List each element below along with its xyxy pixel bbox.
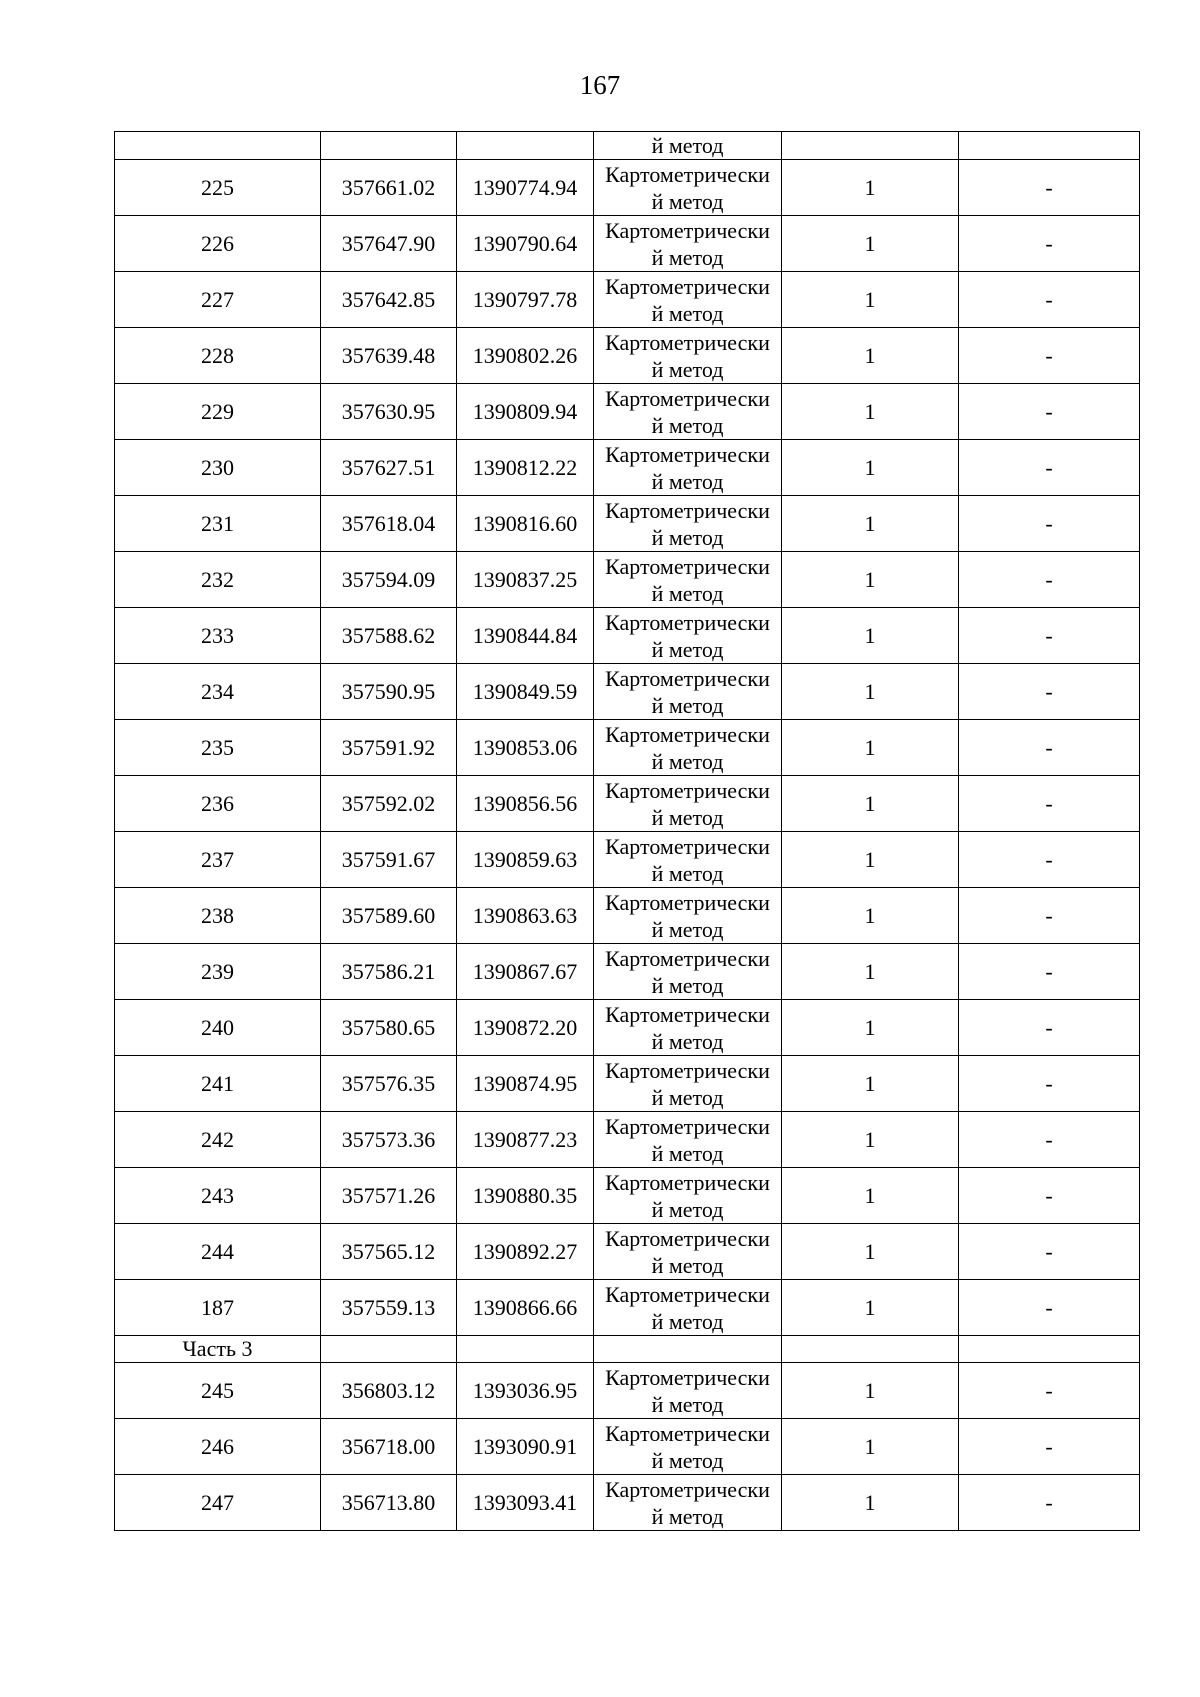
method-line-1: Картометрически <box>605 833 770 859</box>
cell-note: - <box>959 496 1140 552</box>
method-line-1: Картометрически <box>605 777 770 803</box>
method-line-1: Картометрически <box>605 1057 770 1083</box>
cell-x: 357576.35 <box>321 1056 457 1112</box>
method-line-2: й метод <box>651 916 724 942</box>
method-line-1: Картометрически <box>605 1420 770 1446</box>
cell-y: 1393093.41 <box>457 1475 594 1531</box>
cell-y: 1390774.94 <box>457 160 594 216</box>
cell-y: 1390844.84 <box>457 608 594 664</box>
method-line-2: й метод <box>651 580 724 606</box>
cell-y: 1390863.63 <box>457 888 594 944</box>
cell-y: 1390853.06 <box>457 720 594 776</box>
table-row <box>115 1168 1140 1224</box>
page-number: 167 <box>579 70 621 100</box>
cell-accuracy: 1 <box>782 552 959 608</box>
cell-x: 357571.26 <box>321 1168 457 1224</box>
cell-accuracy: 1 <box>782 1475 959 1531</box>
cell-method <box>594 552 782 608</box>
cell-note: - <box>959 552 1140 608</box>
cell-accuracy: 1 <box>782 888 959 944</box>
cell-y: 1390877.23 <box>457 1112 594 1168</box>
cell-note: - <box>959 720 1140 776</box>
cell-method <box>594 888 782 944</box>
cell-point: 244 <box>115 1224 321 1280</box>
method-line-2: й метод <box>651 636 724 662</box>
cell-point: 242 <box>115 1112 321 1168</box>
method-line-1: Картометрически <box>605 553 770 579</box>
method-line-1: Картометрически <box>605 441 770 467</box>
cell-method <box>594 608 782 664</box>
cell-note: - <box>959 328 1140 384</box>
cell-y: 1390809.94 <box>457 384 594 440</box>
table-row <box>115 664 1140 720</box>
cell-accuracy: 1 <box>782 1363 959 1419</box>
method-line-2: й метод <box>651 1447 724 1473</box>
cell-point: 232 <box>115 552 321 608</box>
cell-point: 241 <box>115 1056 321 1112</box>
method-line-1: Картометрически <box>605 889 770 915</box>
table-row <box>115 608 1140 664</box>
cell-accuracy: 1 <box>782 608 959 664</box>
cell-note: - <box>959 1224 1140 1280</box>
cell-accuracy: 1 <box>782 776 959 832</box>
cell-method <box>594 440 782 496</box>
cell-y: 1390790.64 <box>457 216 594 272</box>
table-row <box>115 496 1140 552</box>
cell-y: 1393090.91 <box>457 1419 594 1475</box>
table-row <box>115 1363 1140 1419</box>
cell-method <box>594 944 782 1000</box>
cell-point: 239 <box>115 944 321 1000</box>
method-line-2: й метод <box>651 188 724 214</box>
cell-note: - <box>959 1168 1140 1224</box>
cell-y: 1390797.78 <box>457 272 594 328</box>
cell-method <box>594 1056 782 1112</box>
table-row <box>115 776 1140 832</box>
cell-accuracy <box>782 132 959 160</box>
cell-accuracy: 1 <box>782 1419 959 1475</box>
method-line-2: й метод <box>651 1391 724 1417</box>
cell-point: 238 <box>115 888 321 944</box>
coordinates-table <box>114 131 1140 1531</box>
cell-x: 357642.85 <box>321 272 457 328</box>
method-line-2: й метод <box>651 468 724 494</box>
cell-note: - <box>959 1419 1140 1475</box>
cell-x <box>321 1336 457 1363</box>
method-line-1: Картометрически <box>605 1476 770 1502</box>
cell-x <box>321 132 457 160</box>
cell-method <box>594 1168 782 1224</box>
cell-y: 1390859.63 <box>457 832 594 888</box>
cell-accuracy: 1 <box>782 216 959 272</box>
method-line-2: й метод <box>651 1196 724 1222</box>
table-row <box>115 1475 1140 1531</box>
method-line-2: й метод <box>651 1308 724 1334</box>
method-line-2: й метод <box>651 1140 724 1166</box>
cell-accuracy: 1 <box>782 1056 959 1112</box>
cell-accuracy: 1 <box>782 440 959 496</box>
table-row <box>115 1056 1140 1112</box>
cell-point: 230 <box>115 440 321 496</box>
method-line-2: й метод <box>651 1028 724 1054</box>
cell-x: 357661.02 <box>321 160 457 216</box>
cell-point: 245 <box>115 1363 321 1419</box>
cell-accuracy: 1 <box>782 1224 959 1280</box>
method-line-2: й метод <box>651 748 724 774</box>
cell-accuracy <box>782 1336 959 1363</box>
cell-y: 1390802.26 <box>457 328 594 384</box>
cell-point: 237 <box>115 832 321 888</box>
cell-note: - <box>959 776 1140 832</box>
cell-point: 233 <box>115 608 321 664</box>
cell-point: 187 <box>115 1280 321 1336</box>
method-line-1: Картометрически <box>605 665 770 691</box>
cell-x: 357630.95 <box>321 384 457 440</box>
cell-accuracy: 1 <box>782 832 959 888</box>
cell-note: - <box>959 160 1140 216</box>
cell-y: 1390892.27 <box>457 1224 594 1280</box>
method-line-2: й метод <box>651 244 724 270</box>
table-row <box>115 888 1140 944</box>
method-line-1: Картометрически <box>605 385 770 411</box>
cell-note: - <box>959 1000 1140 1056</box>
cell-note: - <box>959 664 1140 720</box>
cell-y: 1390872.20 <box>457 1000 594 1056</box>
method-line-1: Картометрически <box>605 1001 770 1027</box>
cell-x: 357588.62 <box>321 608 457 664</box>
cell-accuracy: 1 <box>782 160 959 216</box>
cell-method <box>594 1224 782 1280</box>
table-row <box>115 1419 1140 1475</box>
cell-y: 1390880.35 <box>457 1168 594 1224</box>
method-line-1: Картометрически <box>605 1281 770 1307</box>
cell-point: 240 <box>115 1000 321 1056</box>
method-line-2: й метод <box>651 972 724 998</box>
cell-point: 229 <box>115 384 321 440</box>
cell-method <box>594 496 782 552</box>
cell-point: 246 <box>115 1419 321 1475</box>
table-row <box>115 272 1140 328</box>
cell-x: 357565.12 <box>321 1224 457 1280</box>
cell-x: 357594.09 <box>321 552 457 608</box>
cell-x: 357618.04 <box>321 496 457 552</box>
cell-y: 1390856.56 <box>457 776 594 832</box>
cell-x: 357590.95 <box>321 664 457 720</box>
cell-method <box>594 160 782 216</box>
cell-accuracy: 1 <box>782 1280 959 1336</box>
table-row <box>115 216 1140 272</box>
cell-point: 236 <box>115 776 321 832</box>
method-line-2: й метод <box>651 860 724 886</box>
cell-method <box>594 1475 782 1531</box>
cell-accuracy: 1 <box>782 1000 959 1056</box>
cell-note: - <box>959 1363 1140 1419</box>
cell-note: - <box>959 216 1140 272</box>
cell-note: - <box>959 384 1140 440</box>
cell-method <box>594 1336 782 1363</box>
cell-point: 234 <box>115 664 321 720</box>
cell-method <box>594 1419 782 1475</box>
cell-y <box>457 132 594 160</box>
cell-accuracy: 1 <box>782 944 959 1000</box>
method-line-1: Картометрически <box>605 721 770 747</box>
cell-method <box>594 776 782 832</box>
section-label: Часть 3 <box>115 1336 321 1363</box>
method-line-1: Картометрически <box>605 273 770 299</box>
method-line-1: Картометрически <box>605 497 770 523</box>
cell-point <box>115 132 321 160</box>
cell-x: 356803.12 <box>321 1363 457 1419</box>
cell-note <box>959 132 1140 160</box>
cell-method <box>594 1363 782 1419</box>
cell-note: - <box>959 832 1140 888</box>
cell-x: 357639.48 <box>321 328 457 384</box>
cell-x: 356718.00 <box>321 1419 457 1475</box>
cell-y: 1390812.22 <box>457 440 594 496</box>
cell-x: 357591.67 <box>321 832 457 888</box>
cell-method <box>594 1000 782 1056</box>
method-line-2: й метод <box>651 1084 724 1110</box>
cell-note: - <box>959 1112 1140 1168</box>
method-line-2: й метод <box>651 524 724 550</box>
cell-method <box>594 720 782 776</box>
table-row <box>115 384 1140 440</box>
cell-x: 357627.51 <box>321 440 457 496</box>
cell-x: 357573.36 <box>321 1112 457 1168</box>
cell-point: 247 <box>115 1475 321 1531</box>
cell-method <box>594 384 782 440</box>
table-row <box>115 944 1140 1000</box>
cell-note: - <box>959 440 1140 496</box>
table-row <box>115 440 1140 496</box>
cell-y: 1390849.59 <box>457 664 594 720</box>
cell-note: - <box>959 944 1140 1000</box>
cell-point: 225 <box>115 160 321 216</box>
cell-y: 1390816.60 <box>457 496 594 552</box>
cell-method <box>594 832 782 888</box>
cell-method <box>594 664 782 720</box>
method-line-2: й метод <box>651 412 724 438</box>
section-row <box>115 1336 1140 1363</box>
cell-method <box>594 272 782 328</box>
method-line-2: й метод <box>651 356 724 382</box>
table-row <box>115 1000 1140 1056</box>
cell-y: 1390837.25 <box>457 552 594 608</box>
cell-y <box>457 1336 594 1363</box>
method-line-1: Картометрически <box>605 217 770 243</box>
table-row <box>115 1280 1140 1336</box>
cell-x: 357592.02 <box>321 776 457 832</box>
cell-note: - <box>959 608 1140 664</box>
method-line-1: Картометрически <box>605 1169 770 1195</box>
cell-x: 356713.80 <box>321 1475 457 1531</box>
method-line-2: й метод <box>651 1503 724 1529</box>
cell-method <box>594 328 782 384</box>
cell-point: 226 <box>115 216 321 272</box>
cell-accuracy: 1 <box>782 720 959 776</box>
table-row <box>115 832 1140 888</box>
cell-accuracy: 1 <box>782 1112 959 1168</box>
cell-note: - <box>959 1280 1140 1336</box>
cell-y: 1390867.67 <box>457 944 594 1000</box>
method-line-1: Картометрически <box>605 945 770 971</box>
cell-method <box>594 1280 782 1336</box>
table-row <box>115 1112 1140 1168</box>
cell-y: 1393036.95 <box>457 1363 594 1419</box>
method-line-1: Картометрически <box>605 1364 770 1390</box>
method-line-1: Картометрически <box>605 329 770 355</box>
cell-point: 228 <box>115 328 321 384</box>
method-line-1: Картометрически <box>605 609 770 635</box>
cell-y: 1390866.66 <box>457 1280 594 1336</box>
cell-x: 357647.90 <box>321 216 457 272</box>
cell-method: й метод <box>594 132 782 160</box>
cell-note: - <box>959 1056 1140 1112</box>
cell-accuracy: 1 <box>782 272 959 328</box>
cell-accuracy: 1 <box>782 496 959 552</box>
method-line-1: Картометрически <box>605 1113 770 1139</box>
method-line-2: й метод <box>651 692 724 718</box>
table-row <box>115 720 1140 776</box>
table-row <box>115 160 1140 216</box>
cell-note: - <box>959 888 1140 944</box>
cell-accuracy: 1 <box>782 328 959 384</box>
table-row <box>115 552 1140 608</box>
cell-accuracy: 1 <box>782 664 959 720</box>
cell-x: 357559.13 <box>321 1280 457 1336</box>
method-line-2: й метод <box>651 1252 724 1278</box>
cell-point: 235 <box>115 720 321 776</box>
cell-method <box>594 1112 782 1168</box>
cell-point: 227 <box>115 272 321 328</box>
cell-x: 357591.92 <box>321 720 457 776</box>
method-line-2: й метод <box>651 300 724 326</box>
method-line-1: Картометрически <box>605 161 770 187</box>
table-row <box>115 1224 1140 1280</box>
continuation-row <box>115 132 1140 160</box>
table-row <box>115 328 1140 384</box>
method-line-2: й метод <box>651 804 724 830</box>
cell-x: 357586.21 <box>321 944 457 1000</box>
cell-method <box>594 216 782 272</box>
method-line-1: Картометрически <box>605 1225 770 1251</box>
cell-accuracy: 1 <box>782 1168 959 1224</box>
cell-accuracy: 1 <box>782 384 959 440</box>
cell-point: 243 <box>115 1168 321 1224</box>
cell-x: 357589.60 <box>321 888 457 944</box>
table-body <box>115 132 1140 1531</box>
cell-note: - <box>959 272 1140 328</box>
cell-point: 231 <box>115 496 321 552</box>
cell-note: - <box>959 1475 1140 1531</box>
cell-y: 1390874.95 <box>457 1056 594 1112</box>
cell-x: 357580.65 <box>321 1000 457 1056</box>
cell-note <box>959 1336 1140 1363</box>
